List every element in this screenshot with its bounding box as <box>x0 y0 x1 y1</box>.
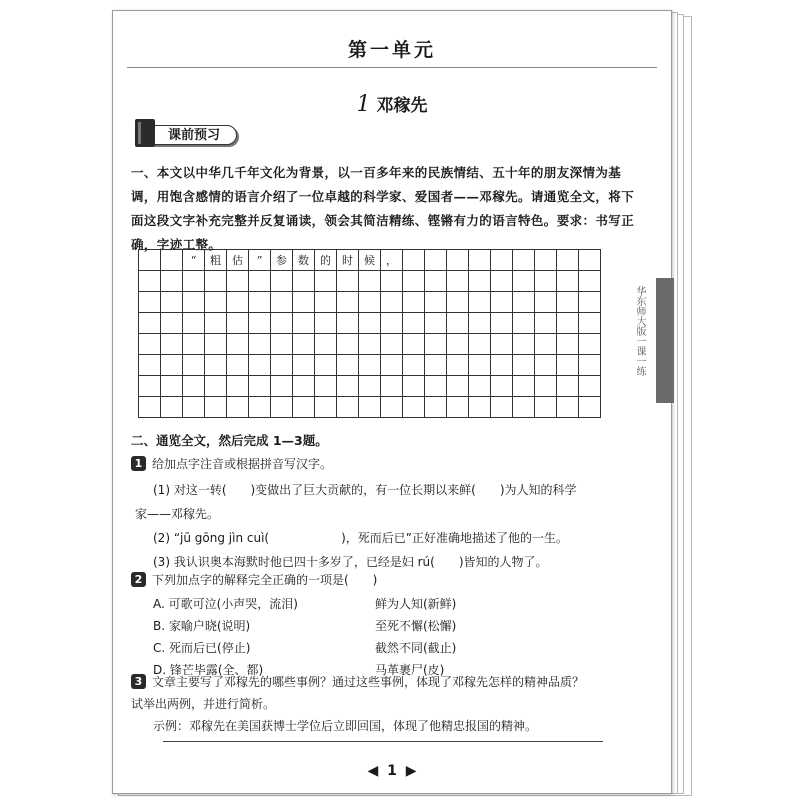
grid-cell[interactable]: 的 <box>315 250 337 271</box>
grid-cell[interactable] <box>469 334 491 355</box>
grid-cell[interactable] <box>161 397 183 418</box>
grid-cell[interactable] <box>557 292 579 313</box>
grid-cell[interactable] <box>293 355 315 376</box>
grid-cell[interactable] <box>469 355 491 376</box>
grid-cell[interactable] <box>227 313 249 334</box>
grid-cell[interactable] <box>579 292 601 313</box>
q2-option-b-left: B. 家喻户晓(说明) <box>153 619 251 633</box>
grid-cell[interactable] <box>271 313 293 334</box>
grid-cell[interactable] <box>337 271 359 292</box>
grid-cell[interactable] <box>183 376 205 397</box>
grid-cell[interactable] <box>447 271 469 292</box>
grid-cell[interactable] <box>315 271 337 292</box>
grid-cell[interactable] <box>403 250 425 271</box>
grid-cell[interactable] <box>513 292 535 313</box>
grid-cell[interactable] <box>469 271 491 292</box>
q2-option-d-right: 马革裹尸(皮) <box>375 663 445 677</box>
book-icon <box>135 119 155 147</box>
grid-cell[interactable] <box>337 334 359 355</box>
grid-cell[interactable] <box>535 355 557 376</box>
grid-cell[interactable] <box>513 271 535 292</box>
grid-cell[interactable] <box>403 271 425 292</box>
grid-cell[interactable] <box>183 334 205 355</box>
grid-cell[interactable] <box>557 271 579 292</box>
grid-cell[interactable] <box>403 292 425 313</box>
grid-cell[interactable] <box>381 397 403 418</box>
grid-cell[interactable] <box>139 313 161 334</box>
grid-cell[interactable] <box>425 334 447 355</box>
q3-number: 3 <box>131 674 146 689</box>
grid-cell[interactable] <box>513 397 535 418</box>
grid-cell[interactable] <box>293 271 315 292</box>
grid-cell[interactable] <box>139 397 161 418</box>
q1-item2: (2) “jū gōng jìn cuì( )，死而后已”正好准确地描述了他的一生。 <box>153 531 568 545</box>
grid-cell[interactable] <box>579 271 601 292</box>
grid-cell[interactable] <box>249 313 271 334</box>
part1-line4: 确，字迹工整。 <box>131 237 222 252</box>
grid-cell[interactable] <box>183 271 205 292</box>
grid-cell[interactable] <box>579 355 601 376</box>
grid-cell[interactable] <box>469 313 491 334</box>
q2-option-b-right: 至死不懈(松懈) <box>375 619 457 633</box>
grid-cell[interactable] <box>183 313 205 334</box>
grid-cell[interactable] <box>139 292 161 313</box>
grid-cell[interactable]: 粗 <box>205 250 227 271</box>
grid-cell[interactable] <box>271 376 293 397</box>
grid-cell[interactable] <box>315 292 337 313</box>
prev-page-icon[interactable]: ◀ <box>367 763 379 779</box>
grid-cell[interactable] <box>535 334 557 355</box>
grid-cell[interactable] <box>425 355 447 376</box>
grid-cell[interactable] <box>535 271 557 292</box>
grid-cell[interactable] <box>557 355 579 376</box>
part1-line2: 调，用饱含感情的语言介绍了一位卓越的科学家、爱国者——邓稼先。请通览全文，将下 <box>131 189 635 204</box>
part1-line1: 一、本文以中华几千年文化为背景，以一百多年来的民族情结、五十年的朋友深情为基 <box>131 165 622 180</box>
page-number: 1 <box>387 763 397 779</box>
grid-cell[interactable] <box>557 397 579 418</box>
grid-cell[interactable] <box>557 376 579 397</box>
grid-cell[interactable] <box>359 271 381 292</box>
grid-cell[interactable] <box>139 271 161 292</box>
unit-title: 第一单元 <box>347 39 436 61</box>
grid-cell[interactable] <box>425 376 447 397</box>
lesson-title <box>113 91 671 117</box>
grid-cell[interactable] <box>381 271 403 292</box>
grid-cell[interactable] <box>403 334 425 355</box>
grid-cell[interactable] <box>403 355 425 376</box>
grid-cell[interactable] <box>315 313 337 334</box>
grid-cell[interactable] <box>359 376 381 397</box>
grid-cell[interactable] <box>315 334 337 355</box>
grid-cell[interactable] <box>205 355 227 376</box>
grid-row <box>139 250 601 271</box>
q1-item3: (3) 我认识奥本海默时他已四十多岁了，已经是妇 rú( )皆知的人物了。 <box>153 555 548 569</box>
grid-cell[interactable] <box>381 355 403 376</box>
grid-cell[interactable] <box>161 355 183 376</box>
q2-prompt <box>131 571 377 588</box>
grid-cell[interactable] <box>139 376 161 397</box>
grid-cell[interactable] <box>271 334 293 355</box>
grid-cell[interactable] <box>249 376 271 397</box>
grid-cell[interactable] <box>491 397 513 418</box>
q1-item1-line2: 家——邓稼先。 <box>135 507 220 521</box>
grid-cell[interactable] <box>579 397 601 418</box>
grid-cell[interactable] <box>491 250 513 271</box>
grid-cell[interactable] <box>315 397 337 418</box>
grid-cell[interactable] <box>249 355 271 376</box>
grid-cell[interactable] <box>535 376 557 397</box>
grid-cell[interactable]: 数 <box>293 250 315 271</box>
grid-cell[interactable]: “ <box>183 250 205 271</box>
lesson-number: 1 <box>356 92 371 117</box>
grid-cell[interactable] <box>337 292 359 313</box>
grid-cell[interactable] <box>205 397 227 418</box>
grid-cell[interactable] <box>513 376 535 397</box>
grid-cell[interactable] <box>491 271 513 292</box>
grid-cell[interactable] <box>337 376 359 397</box>
grid-cell[interactable] <box>381 313 403 334</box>
grid-cell[interactable] <box>271 397 293 418</box>
grid-cell[interactable] <box>249 397 271 418</box>
grid-cell[interactable] <box>293 334 315 355</box>
grid-cell[interactable] <box>381 376 403 397</box>
grid-cell[interactable] <box>359 334 381 355</box>
grid-cell[interactable] <box>337 397 359 418</box>
grid-cell[interactable] <box>183 292 205 313</box>
grid-cell[interactable] <box>293 292 315 313</box>
grid-cell[interactable] <box>381 292 403 313</box>
grid-cell[interactable] <box>447 334 469 355</box>
grid-cell[interactable] <box>535 313 557 334</box>
q2-option-d-left: D. 锋芒毕露(全、都) <box>153 663 264 677</box>
grid-cell[interactable] <box>557 334 579 355</box>
grid-cell[interactable] <box>359 313 381 334</box>
section-label: 课前预习 <box>145 125 237 145</box>
grid-cell[interactable] <box>161 292 183 313</box>
q2-number: 2 <box>131 572 146 587</box>
q1-prompt-text: 给加点字注音或根据拼音写汉字。 <box>152 457 333 471</box>
grid-cell[interactable] <box>579 334 601 355</box>
grid-cell[interactable] <box>491 334 513 355</box>
grid-cell[interactable]: 估 <box>227 250 249 271</box>
grid-cell[interactable] <box>205 313 227 334</box>
grid-cell[interactable]: 时 <box>337 250 359 271</box>
grid-row <box>139 355 601 376</box>
grid-cell[interactable] <box>381 334 403 355</box>
grid-cell[interactable] <box>271 292 293 313</box>
grid-cell[interactable] <box>139 250 161 271</box>
grid-cell[interactable] <box>469 376 491 397</box>
grid-cell[interactable] <box>271 271 293 292</box>
answer-line[interactable] <box>163 741 603 742</box>
grid-cell[interactable]: ， <box>381 250 403 271</box>
grid-cell[interactable] <box>359 292 381 313</box>
grid-cell[interactable] <box>359 397 381 418</box>
grid-cell[interactable] <box>491 376 513 397</box>
grid-cell[interactable] <box>447 355 469 376</box>
grid-cell[interactable] <box>337 313 359 334</box>
grid-cell[interactable] <box>249 334 271 355</box>
grid-cell[interactable]: 候 <box>359 250 381 271</box>
grid-cell[interactable] <box>579 376 601 397</box>
grid-cell[interactable] <box>359 355 381 376</box>
grid-row <box>139 376 601 397</box>
part1-line3: 面这段文字补充完整并反复诵读，领会其简洁精练、铿锵有力的语言特色。要求：书写正 <box>131 213 635 228</box>
grid-cell[interactable] <box>447 397 469 418</box>
grid-cell[interactable] <box>161 334 183 355</box>
grid-cell[interactable] <box>205 334 227 355</box>
q2-prompt-text: 下列加点字的解释完全正确的一项是( ) <box>152 573 378 587</box>
grid-cell[interactable] <box>227 334 249 355</box>
q2-option-c-left: C. 死而后已(停止) <box>153 641 251 655</box>
next-page-icon[interactable]: ▶ <box>405 763 417 779</box>
grid-cell[interactable] <box>491 292 513 313</box>
grid-cell[interactable] <box>425 271 447 292</box>
grid-cell[interactable] <box>513 250 535 271</box>
grid-cell[interactable] <box>425 313 447 334</box>
grid-cell[interactable] <box>535 292 557 313</box>
grid-cell[interactable] <box>513 334 535 355</box>
lesson-name: 邓稼先 <box>376 96 428 116</box>
writing-grid[interactable] <box>138 249 601 418</box>
grid-cell[interactable] <box>227 355 249 376</box>
q2-option-a-right: 鲜为人知(新鲜) <box>375 597 457 611</box>
grid-cell[interactable]: 参 <box>271 250 293 271</box>
grid-cell[interactable] <box>161 376 183 397</box>
section-tag <box>125 119 237 147</box>
grid-row <box>139 271 601 292</box>
grid-cell[interactable] <box>249 292 271 313</box>
grid-cell[interactable] <box>205 376 227 397</box>
grid-row <box>139 313 601 334</box>
q1-item1-line1: (1) 对这一转( )变做出了巨大贡献的，有一位长期以来鲜( )为人知的科学 <box>153 483 577 497</box>
grid-cell[interactable] <box>535 250 557 271</box>
grid-cell[interactable] <box>447 376 469 397</box>
grid-cell[interactable] <box>161 271 183 292</box>
grid-cell[interactable] <box>315 355 337 376</box>
grid-cell[interactable] <box>469 250 491 271</box>
grid-cell[interactable] <box>535 397 557 418</box>
grid-row <box>139 292 601 313</box>
q3-prompt <box>131 673 584 690</box>
grid-cell[interactable] <box>227 376 249 397</box>
workbook-page <box>112 10 672 794</box>
part2-heading: 二、通览全文，然后完成 1—3题。 <box>131 433 328 448</box>
grid-cell[interactable] <box>161 313 183 334</box>
side-tab-marker <box>656 278 674 403</box>
grid-cell[interactable] <box>579 250 601 271</box>
grid-cell[interactable] <box>491 313 513 334</box>
grid-cell[interactable] <box>161 250 183 271</box>
grid-cell[interactable] <box>205 271 227 292</box>
grid-cell[interactable] <box>579 313 601 334</box>
grid-cell[interactable] <box>205 292 227 313</box>
title-divider <box>127 67 657 68</box>
grid-cell[interactable] <box>337 355 359 376</box>
grid-cell[interactable] <box>425 292 447 313</box>
q3-prompt-line2: 试举出两例，并进行简析。 <box>131 697 276 711</box>
page-pager <box>113 763 671 779</box>
grid-cell[interactable] <box>425 250 447 271</box>
grid-row <box>139 334 601 355</box>
q3-prompt-text: 文章主要写了邓稼先的哪些事例？通过这些事例，体现了邓稼先怎样的精神品质？ <box>152 675 585 689</box>
q1-number: 1 <box>131 456 146 471</box>
grid-cell[interactable] <box>293 376 315 397</box>
grid-cell[interactable] <box>227 397 249 418</box>
grid-cell[interactable] <box>293 397 315 418</box>
grid-cell[interactable] <box>227 271 249 292</box>
grid-cell[interactable] <box>469 292 491 313</box>
grid-cell[interactable]: ” <box>249 250 271 271</box>
grid-cell[interactable] <box>447 292 469 313</box>
grid-cell[interactable] <box>249 271 271 292</box>
q3-example: 示例：邓稼先在美国获博士学位后立即回国，体现了他精忠报国的精神。 <box>153 719 538 733</box>
grid-cell[interactable] <box>293 313 315 334</box>
side-label: 华东师大版一课一练 <box>634 286 645 376</box>
q1-prompt <box>131 455 332 472</box>
grid-cell[interactable] <box>403 313 425 334</box>
grid-cell[interactable] <box>469 397 491 418</box>
grid-cell[interactable] <box>139 334 161 355</box>
grid-cell[interactable] <box>139 355 161 376</box>
grid-cell[interactable] <box>557 250 579 271</box>
grid-cell[interactable] <box>403 376 425 397</box>
grid-cell[interactable] <box>315 376 337 397</box>
grid-row <box>139 397 601 418</box>
grid-cell[interactable] <box>557 313 579 334</box>
grid-cell[interactable] <box>491 355 513 376</box>
grid-cell[interactable] <box>513 355 535 376</box>
q2-option-c-right: 截然不同(截止) <box>375 641 457 655</box>
grid-cell[interactable] <box>425 397 447 418</box>
q2-option-a-left: A. 可歌可泣(小声哭，流泪) <box>153 597 298 611</box>
grid-cell[interactable] <box>513 313 535 334</box>
grid-cell[interactable] <box>403 397 425 418</box>
grid-cell[interactable] <box>183 397 205 418</box>
grid-cell[interactable] <box>271 355 293 376</box>
grid-cell[interactable] <box>447 250 469 271</box>
grid-cell[interactable] <box>227 292 249 313</box>
grid-cell[interactable] <box>183 355 205 376</box>
grid-cell[interactable] <box>447 313 469 334</box>
